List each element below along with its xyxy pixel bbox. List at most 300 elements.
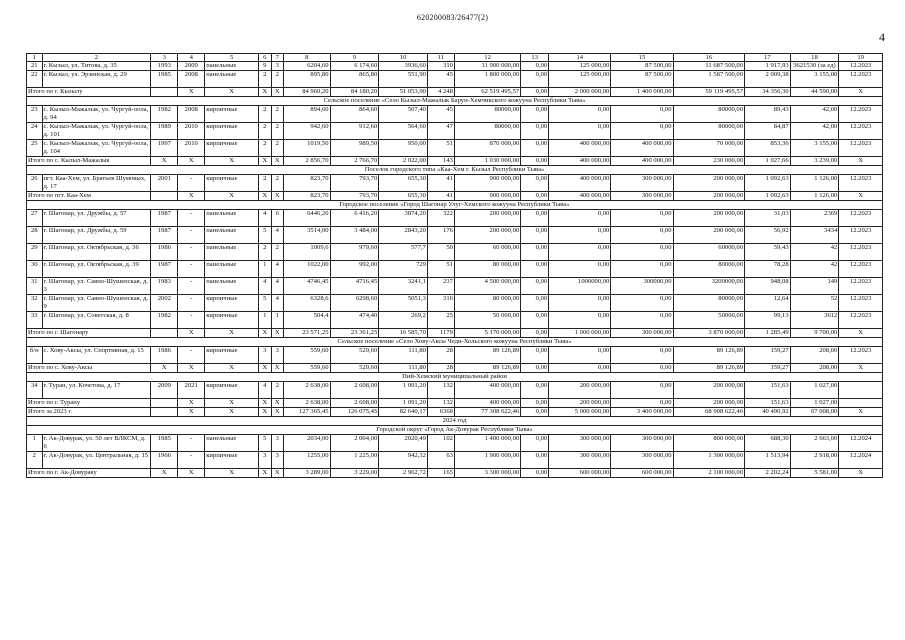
- table-cell: 32: [27, 295, 43, 312]
- table-cell: 1985: [151, 71, 178, 88]
- address-cell: г. Шагонар, ул. Дружбы, д. 59: [42, 227, 151, 244]
- table-cell: 1 900 000,00: [454, 452, 520, 469]
- table-cell: 1 092,63: [745, 192, 791, 201]
- section-heading-row: [27, 373, 883, 382]
- table-cell: 200 000,00: [454, 210, 520, 227]
- table-cell: 6 416,20: [330, 210, 379, 227]
- table-cell: 2010: [178, 123, 205, 140]
- subtotal-row: [27, 364, 883, 373]
- table-row: [27, 210, 883, 227]
- table-cell: кирпичные: [205, 123, 259, 140]
- table-cell: 300 000,00: [611, 452, 673, 469]
- table-cell: 80000,00: [673, 106, 745, 123]
- table-cell: кирпичные: [205, 175, 259, 192]
- table-cell: 300 000,00: [611, 329, 673, 338]
- table-cell: 3 300 000,00: [454, 469, 520, 478]
- table-cell: 2: [259, 123, 271, 140]
- table-cell: 1 000 000,00: [549, 329, 611, 338]
- table-cell: 529,60: [330, 364, 379, 373]
- table-cell: 3: [259, 347, 271, 364]
- table-cell: 34 356,30: [745, 88, 791, 97]
- table-cell: 51 053,90: [379, 88, 428, 97]
- section-heading-row: [27, 426, 883, 435]
- table-cell: X: [151, 364, 178, 373]
- table-cell: X: [205, 157, 259, 166]
- table-cell: 0,00: [521, 347, 549, 364]
- table-cell: 31: [27, 278, 43, 295]
- table-cell: 655,30: [379, 192, 428, 201]
- address-cell: г. Шагонар, ул. Октябрьская, д. 39: [42, 261, 151, 278]
- table-cell: 2 009,38: [745, 71, 791, 88]
- table-cell: 1987: [151, 210, 178, 227]
- table-cell: 948,08: [745, 278, 791, 295]
- table-cell: 89,43: [745, 106, 791, 123]
- table-cell: X: [259, 157, 271, 166]
- table-cell: 300 000,00: [549, 435, 611, 452]
- table-cell: 16 585,70: [379, 329, 428, 338]
- table-cell: X: [271, 88, 283, 97]
- table-cell: 0,00: [521, 364, 549, 373]
- column-number-cell: 14: [549, 54, 611, 62]
- table-cell: 200 000,00: [673, 192, 745, 201]
- table-cell: X: [271, 469, 283, 478]
- table-cell: [151, 329, 178, 338]
- table-cell: X: [271, 364, 283, 373]
- address-cell: г. Шагонар, ул. Саяно-Шушенская, д. 3: [42, 278, 151, 295]
- table-cell: 1 126,00: [790, 175, 839, 192]
- table-cell: 823,70: [283, 175, 330, 192]
- table-cell: X: [271, 329, 283, 338]
- address-cell: г. Кызыл, ул. Эрзинская, д. 29: [42, 71, 151, 88]
- table-cell: 4716,45: [330, 278, 379, 295]
- table-row: [27, 71, 883, 88]
- table-cell: 1987: [151, 227, 178, 244]
- table-cell: 1986: [151, 347, 178, 364]
- table-cell: 979,60: [330, 244, 379, 261]
- table-cell: 0,00: [521, 295, 549, 312]
- table-cell: 0,00: [549, 347, 611, 364]
- address-cell: с. Кызыл-Мажалык, ул. Чургуй-оола, д. 101: [42, 123, 151, 140]
- table-cell: 2009: [178, 62, 205, 71]
- table-cell: 70 000,00: [673, 140, 745, 157]
- table-cell: 793,70: [330, 175, 379, 192]
- table-cell: 3 155,00: [790, 140, 839, 157]
- table-cell: 47: [427, 123, 454, 140]
- table-cell: 1987: [151, 261, 178, 278]
- table-cell: 80000,00: [673, 123, 745, 140]
- table-cell: 400 000,00: [611, 157, 673, 166]
- table-cell: 62 519 495,57: [454, 88, 520, 97]
- table-cell: 59,43: [745, 244, 791, 261]
- table-cell: 2: [271, 382, 283, 399]
- table-cell: 52: [790, 295, 839, 312]
- table-row: [27, 62, 883, 71]
- table-cell: 200 000,00: [454, 227, 520, 244]
- table-cell: 1022,00: [283, 261, 330, 278]
- table-cell: 1982: [151, 106, 178, 123]
- table-cell: 12.2023: [839, 261, 883, 278]
- table-cell: 3 239,00: [790, 157, 839, 166]
- table-cell: 12,64: [745, 295, 791, 312]
- table-cell: 1966: [151, 452, 178, 469]
- table-cell: 42: [790, 261, 839, 278]
- table-cell: 2034,00: [283, 435, 330, 452]
- table-cell: 2 962,72: [379, 469, 428, 478]
- table-cell: 322: [427, 210, 454, 227]
- table-cell: 2: [27, 452, 43, 469]
- table-cell: 2369: [790, 210, 839, 227]
- table-cell: 1 225,00: [330, 452, 379, 469]
- table-cell: 0,00: [521, 435, 549, 452]
- address-cell: г. Ак-Довурак, ул. 50 лет ВЛКСМ, д. 6: [42, 435, 151, 452]
- table-cell: 0,00: [549, 364, 611, 373]
- table-cell: 0,00: [521, 399, 549, 408]
- table-cell: 1 400 000,00: [454, 435, 520, 452]
- column-number-row: [27, 54, 883, 62]
- address-cell: г. Шагонар, ул. Октябрьская, д. 36: [42, 244, 151, 261]
- table-cell: 6328,6: [283, 295, 330, 312]
- table-cell: 2: [271, 140, 283, 157]
- table-cell: [839, 399, 883, 408]
- table-cell: X: [178, 364, 205, 373]
- table-cell: 34: [27, 382, 43, 399]
- table-cell: 0,00: [611, 399, 673, 408]
- table-cell: X: [839, 157, 883, 166]
- table-cell: 25: [27, 140, 43, 157]
- address-cell: с. Кызыл-Мажалык, ул. Чургуй-оола, д. 94: [42, 106, 151, 123]
- table-cell: [151, 399, 178, 408]
- table-cell: 87 500,00: [611, 62, 673, 71]
- column-number-cell: 5: [205, 54, 259, 62]
- table-cell: 3621530 (за ед): [790, 62, 839, 71]
- subtotal-label: Итого по г. Ак-Довураку: [27, 469, 151, 478]
- table-cell: 40 490,92: [745, 408, 791, 417]
- table-cell: X: [839, 408, 883, 417]
- table-cell: X: [839, 364, 883, 373]
- table-cell: 0,00: [611, 106, 673, 123]
- section-heading: Сельское поселение «Село Кызыл-Мажалык Барун-Хемчикского кожууна Республики Тыва»: [27, 97, 883, 106]
- section-heading-row: [27, 338, 883, 347]
- table-cell: 80000,00: [673, 295, 745, 312]
- table-cell: 125 000,00: [549, 71, 611, 88]
- table-cell: 2 202,24: [745, 469, 791, 478]
- table-cell: 1 091,20: [379, 382, 428, 399]
- table-cell: 0,00: [611, 382, 673, 399]
- table-cell: 28: [427, 364, 454, 373]
- table-cell: 2008: [178, 71, 205, 88]
- table-cell: 3 229,00: [330, 469, 379, 478]
- table-cell: 269,2: [379, 312, 428, 329]
- table-cell: 729: [379, 261, 428, 278]
- table-cell: 400 000,00: [549, 192, 611, 201]
- table-cell: 504,4: [283, 312, 330, 329]
- table-cell: 400 000,00: [549, 157, 611, 166]
- table-cell: 1989: [151, 123, 178, 140]
- column-number-cell: 1: [27, 54, 43, 62]
- address-cell: с. Кызыл-Мажалык, ул. Чургуй-оола, д. 104: [42, 140, 151, 157]
- table-cell: 0,00: [521, 175, 549, 192]
- table-cell: 0,00: [611, 123, 673, 140]
- table-cell: 600 000,00: [549, 469, 611, 478]
- table-cell: 2: [271, 123, 283, 140]
- table-cell: 50 000,00: [454, 312, 520, 329]
- table-cell: 310: [427, 62, 454, 71]
- table-cell: 44 590,00: [790, 88, 839, 97]
- table-cell: 12.2023: [839, 140, 883, 157]
- table-row: [27, 347, 883, 364]
- column-number-cell: 19: [839, 54, 883, 62]
- table-cell: 111,80: [379, 347, 428, 364]
- table-cell: 127 365,45: [283, 408, 330, 417]
- table-cell: X: [839, 88, 883, 97]
- table-cell: 59 119 495,57: [673, 88, 745, 97]
- table-cell: -: [178, 227, 205, 244]
- table-cell: 0,00: [549, 227, 611, 244]
- table-cell: 800 000,00: [673, 435, 745, 452]
- table-cell: 78,28: [745, 261, 791, 278]
- table-cell: 0,00: [521, 71, 549, 88]
- table-cell: 793,70: [330, 192, 379, 201]
- table-cell: X: [839, 469, 883, 478]
- table-cell: X: [205, 469, 259, 478]
- table-row: [27, 244, 883, 261]
- table-cell: 200 000,00: [549, 382, 611, 399]
- subtotal-label: Итого за 2023 г.: [27, 408, 151, 417]
- table-cell: 3: [271, 347, 283, 364]
- table-cell: 1 126,00: [790, 192, 839, 201]
- table-cell: панельные: [205, 71, 259, 88]
- table-cell: 24: [27, 123, 43, 140]
- table-cell: 1 030 000,00: [454, 157, 520, 166]
- table-cell: панельные: [205, 210, 259, 227]
- table-cell: -: [178, 312, 205, 329]
- table-cell: 655,30: [379, 175, 428, 192]
- table-cell: 950,00: [379, 140, 428, 157]
- table-cell: 0,00: [521, 329, 549, 338]
- table-cell: X: [178, 192, 205, 201]
- table-cell: 11 687 500,00: [673, 62, 745, 71]
- table-cell: 0,00: [521, 227, 549, 244]
- table-cell: 865,80: [330, 71, 379, 88]
- table-cell: 80000,00: [454, 123, 520, 140]
- table-cell: 4: [271, 278, 283, 295]
- table-cell: 99,13: [745, 312, 791, 329]
- table-cell: X: [178, 469, 205, 478]
- table-cell: 2009: [151, 382, 178, 399]
- table-cell: 0,00: [549, 123, 611, 140]
- section-heading: Поселок городского типа «Каа-Хем г. Кызыл Республики Тыва»: [27, 166, 883, 175]
- table-cell: -: [178, 261, 205, 278]
- table-cell: кирпичные: [205, 106, 259, 123]
- table-cell: 1 513,94: [745, 452, 791, 469]
- table-cell: X: [839, 329, 883, 338]
- column-number-cell: 3: [151, 54, 178, 62]
- table-cell: 3200000,00: [673, 278, 745, 295]
- address-cell: пгт. Каа-Хем, ул. Братьев Шумовых, д. 17: [42, 175, 151, 192]
- table-cell: кирпичные: [205, 140, 259, 157]
- table-cell: 45: [427, 71, 454, 88]
- table-cell: 3434: [790, 227, 839, 244]
- table-cell: 300 000,00: [549, 452, 611, 469]
- table-cell: 1 300 000,00: [673, 452, 745, 469]
- table-cell: 84 960,20: [283, 88, 330, 97]
- address-cell: г. Шагонар, ул. Дружбы, д. 57: [42, 210, 151, 227]
- section-heading: Пий-Хемский муниципальный район: [27, 373, 883, 382]
- table-cell: 80000,00: [673, 261, 745, 278]
- table-cell: 2001: [151, 175, 178, 192]
- table-cell: 0,00: [611, 261, 673, 278]
- table-cell: 900 000,00: [454, 192, 520, 201]
- table-cell: X: [151, 469, 178, 478]
- section-heading: Городское поселение «Город Шагонар Улуг-Хемского кожууна Республики Тыва»: [27, 201, 883, 210]
- table-cell: X: [178, 399, 205, 408]
- table-cell: 4: [271, 227, 283, 244]
- table-cell: 2: [271, 175, 283, 192]
- table-cell: 564,60: [379, 123, 428, 140]
- table-cell: 894,60: [283, 106, 330, 123]
- column-number-cell: 10: [379, 54, 428, 62]
- table-cell: 2 000 000,00: [549, 88, 611, 97]
- table-cell: 12.2024: [839, 452, 883, 469]
- table-cell: 0,00: [611, 295, 673, 312]
- table-cell: X: [271, 399, 283, 408]
- table-cell: 12.2023: [839, 71, 883, 88]
- table-cell: 3612: [790, 312, 839, 329]
- table-cell: X: [271, 192, 283, 201]
- table-row: [27, 295, 883, 312]
- table-cell: 4 248: [427, 88, 454, 97]
- table-cell: 2843,20: [379, 227, 428, 244]
- subtotal-label: Итого по с. Кызыл-Мажалык: [27, 157, 151, 166]
- table-cell: X: [205, 88, 259, 97]
- table-cell: 0,00: [521, 261, 549, 278]
- section-heading-row: [27, 417, 883, 426]
- table-cell: 4 500 000,00: [454, 278, 520, 295]
- table-cell: 551,90: [379, 71, 428, 88]
- table-cell: 1 285,49: [745, 329, 791, 338]
- table-row: [27, 140, 883, 157]
- table-cell: 12.2023: [839, 123, 883, 140]
- table-cell: X: [151, 157, 178, 166]
- table-cell: 12.2023: [839, 106, 883, 123]
- table-cell: 1 027,66: [745, 157, 791, 166]
- table-cell: 12.2023: [839, 175, 883, 192]
- table-cell: [151, 408, 178, 417]
- table-cell: 1 091,20: [379, 399, 428, 408]
- table-cell: панельные: [205, 62, 259, 71]
- table-cell: 823,70: [283, 192, 330, 201]
- table-cell: -: [178, 244, 205, 261]
- table-cell: 208,00: [790, 364, 839, 373]
- table-cell: 1: [259, 261, 271, 278]
- table-cell: 45: [427, 106, 454, 123]
- subtotal-label: Итого по г. Кызылу: [27, 88, 151, 97]
- table-cell: 151,63: [745, 399, 791, 408]
- table-cell: 4746,45: [283, 278, 330, 295]
- table-cell: 12.2023: [839, 227, 883, 244]
- document-id: 620200083/26477(2): [416, 13, 489, 22]
- table-cell: 1: [271, 312, 283, 329]
- table-cell: 28: [27, 227, 43, 244]
- table-cell: 4: [271, 261, 283, 278]
- table-cell: X: [271, 408, 283, 417]
- table-cell: 3: [271, 452, 283, 469]
- table-cell: 3 400 000,00: [611, 408, 673, 417]
- table-cell: X: [259, 364, 271, 373]
- table-cell: 42: [790, 244, 839, 261]
- table-cell: 316: [427, 295, 454, 312]
- table-cell: 1019,50: [283, 140, 330, 157]
- table-cell: 200 000,00: [673, 227, 745, 244]
- table-cell: 2: [271, 244, 283, 261]
- table-cell: 2 100 000,00: [673, 469, 745, 478]
- column-number-cell: 13: [521, 54, 549, 62]
- table-cell: 1 400 000,00: [611, 88, 673, 97]
- table-cell: 63: [427, 452, 454, 469]
- section-heading-row: [27, 201, 883, 210]
- table-cell: 9: [259, 62, 271, 71]
- table-cell: 300000,00: [611, 278, 673, 295]
- subtotal-label: Итого по пгт. Каа-Хем: [27, 192, 151, 201]
- table-cell: 1 027,00: [790, 382, 839, 399]
- table-cell: 0,00: [521, 278, 549, 295]
- table-cell: 0,00: [521, 312, 549, 329]
- table-cell: 400 000,00: [549, 175, 611, 192]
- table-cell: 0,00: [521, 382, 549, 399]
- column-number-cell: 9: [330, 54, 379, 62]
- table-cell: 27: [27, 210, 43, 227]
- table-cell: 6446,20: [283, 210, 330, 227]
- table-cell: 5051,3: [379, 295, 428, 312]
- subtotal-row: [27, 469, 883, 478]
- table-cell: 0,00: [521, 106, 549, 123]
- table-cell: 1255,00: [283, 452, 330, 469]
- table-cell: 3: [259, 452, 271, 469]
- table-cell: 400 000,00: [549, 140, 611, 157]
- table-cell: 1 800 000,00: [454, 71, 520, 88]
- table-cell: 41: [427, 175, 454, 192]
- subtotal-label: Итого по г. Шагонару: [27, 329, 151, 338]
- table-cell: 5 581,00: [790, 469, 839, 478]
- subtotal-row: [27, 408, 883, 417]
- table-cell: 28: [427, 347, 454, 364]
- table-cell: 577,7: [379, 244, 428, 261]
- subtotal-row: [27, 399, 883, 408]
- table-cell: кирпичные: [205, 312, 259, 329]
- table-cell: 559,60: [283, 347, 330, 364]
- table-cell: 529,60: [330, 347, 379, 364]
- table-cell: X: [839, 192, 883, 201]
- table-cell: X: [205, 364, 259, 373]
- table-cell: 559,60: [283, 364, 330, 373]
- table-cell: 50000,00: [673, 312, 745, 329]
- table-cell: 30: [27, 261, 43, 278]
- table-cell: 60000,00: [673, 244, 745, 261]
- table-cell: панельные: [205, 435, 259, 452]
- section-heading: 2024 год: [27, 417, 883, 426]
- column-number-cell: 15: [611, 54, 673, 62]
- table-cell: 56,92: [745, 227, 791, 244]
- table-cell: [151, 192, 178, 201]
- table-cell: 870 000,00: [454, 140, 520, 157]
- table-cell: 42,00: [790, 123, 839, 140]
- column-number-cell: 18: [790, 54, 839, 62]
- table-cell: -: [178, 278, 205, 295]
- table-cell: X: [205, 192, 259, 201]
- table-cell: 151,63: [745, 382, 791, 399]
- table-row: [27, 452, 883, 469]
- table-cell: 300 000,00: [611, 175, 673, 192]
